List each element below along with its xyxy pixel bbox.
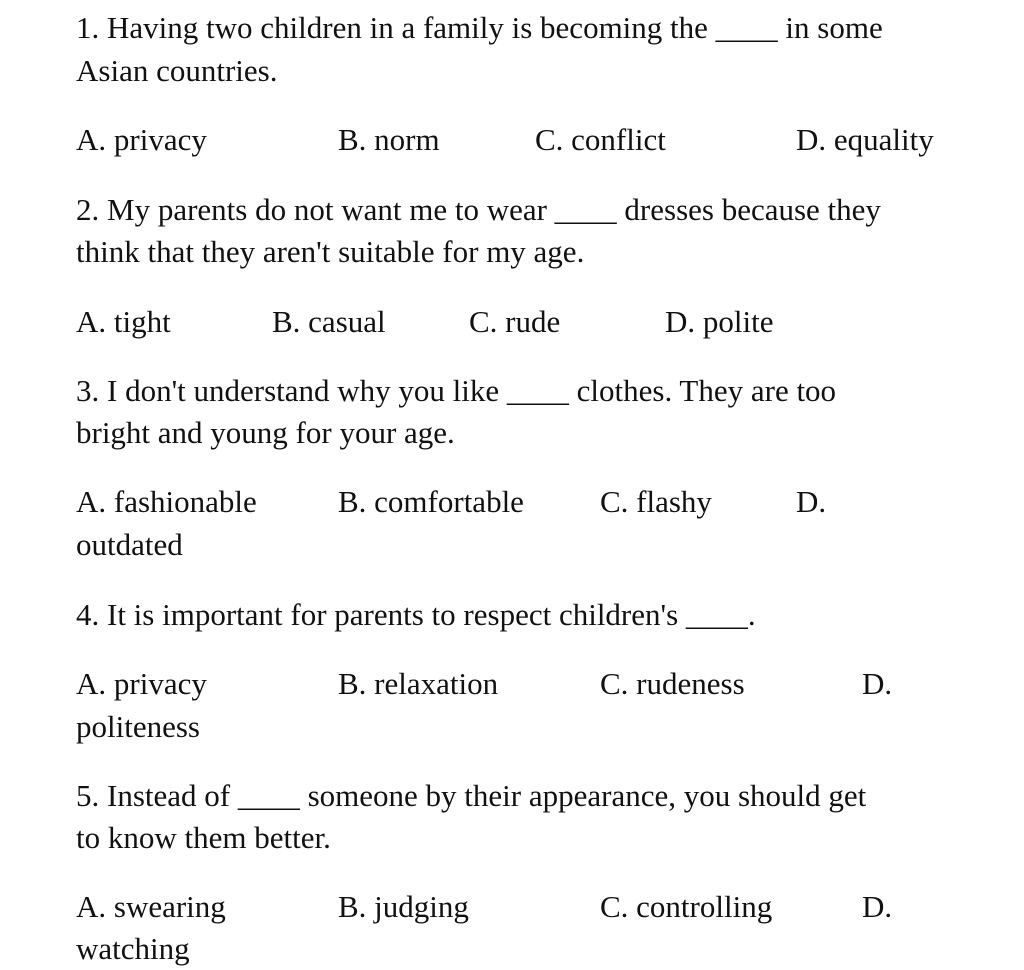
question-1-line-2: Asian countries.	[76, 53, 278, 88]
question-4-option-d-text: politeness	[76, 709, 200, 744]
question-5-option-d-text: watching	[76, 931, 190, 966]
question-5-option-a: A. swearing	[76, 889, 226, 924]
question-5-option-b: B. judging	[338, 889, 469, 924]
question-5-line-2: to know them better.	[76, 820, 331, 855]
question-1-option-a: A. privacy	[76, 122, 207, 157]
question-4-option-c: C. rudeness	[600, 666, 745, 701]
question-2-option-a: A. tight	[76, 304, 171, 339]
question-3-option-d-text: outdated	[76, 527, 183, 562]
question-2-option-d: D. polite	[665, 304, 774, 339]
question-5-option-c: C. controlling	[600, 889, 773, 924]
question-3-option-c: C. flashy	[600, 484, 712, 519]
question-4-option-a: A. privacy	[76, 666, 207, 701]
question-2-line-1: 2. My parents do not want me to wear ____ dresses because they	[76, 192, 881, 227]
question-4-option-d: D.	[862, 666, 893, 701]
question-3-option-b: B. comfortable	[338, 484, 524, 519]
question-3-option-d: D.	[796, 484, 827, 519]
question-2-line-2: think that they aren't suitable for my age.	[76, 234, 585, 269]
question-1-line-1: 1. Having two children in a family is becoming the ____ in some	[76, 10, 883, 45]
question-5-line-1: 5. Instead of ____ someone by their appearance, you should get	[76, 778, 867, 813]
question-3-line-1: 3. I don't understand why you like ____ clothes. They are too	[76, 373, 837, 408]
question-3-option-a: A. fashionable	[76, 484, 257, 519]
question-1-option-b: B. norm	[338, 122, 440, 157]
question-3-line-2: bright and young for your age.	[76, 415, 455, 450]
question-4-option-b: B. relaxation	[338, 666, 499, 701]
question-2-option-c: C. rude	[469, 304, 561, 339]
question-4-line-1: 4. It is important for parents to respect children's ____.	[76, 597, 756, 632]
question-2-option-b: B. casual	[272, 304, 386, 339]
question-1-option-d: D. equality	[796, 122, 934, 157]
quiz-document	[76, 0, 976, 966]
question-1-option-c: C. conflict	[535, 122, 666, 157]
question-5-option-d: D.	[862, 889, 893, 924]
